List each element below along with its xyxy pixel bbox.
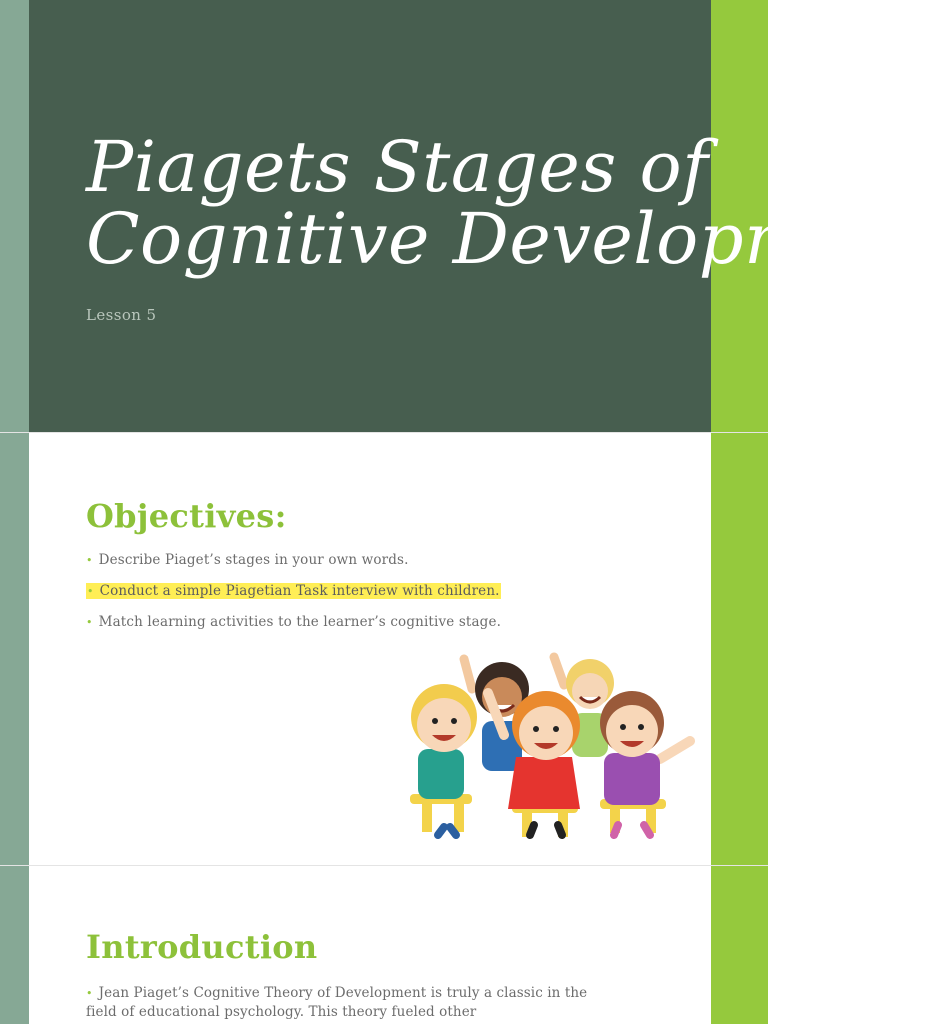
objectives-list: [86, 551, 501, 644]
right-accent-bar: [711, 866, 768, 1024]
child-front-right: [600, 691, 690, 835]
bullet-dot-icon: •: [87, 585, 94, 598]
title-slide: [0, 0, 927, 432]
bullet-dot-icon: •: [86, 616, 93, 629]
slide-title-line-2: Cognitive Development: [86, 198, 927, 280]
objective-text: Match learning activities to the learner’s cognitive stage.: [98, 614, 502, 630]
slide-title-line-1: Piagets Stages of: [86, 126, 709, 208]
introduction-slide: [0, 866, 768, 1024]
list-item: [86, 582, 501, 601]
list-item: [86, 551, 501, 570]
objective-text: Describe Piaget’s stages in your own words.: [98, 552, 409, 568]
introduction-text: Jean Piaget’s Cognitive Theory of Development is truly a classic in the field of educational psychology. This theory fueled other: [86, 985, 588, 1020]
introduction-paragraph: [86, 984, 606, 1021]
bullet-dot-icon: •: [86, 554, 93, 567]
introduction-heading: Introduction: [86, 928, 318, 966]
list-item: [86, 613, 501, 632]
objectives-heading: Objectives:: [86, 497, 287, 535]
right-accent-bar: [711, 433, 768, 865]
objective-text-highlighted: Conduct a simple Piagetian Task interview with children.: [99, 583, 500, 599]
left-accent-bar: [0, 433, 29, 865]
children-illustration: [404, 649, 696, 839]
child-front-left: [410, 684, 477, 835]
bullet-dot-icon: •: [86, 987, 93, 1000]
slide-subtitle: Lesson 5: [86, 306, 157, 324]
left-accent-bar: [0, 0, 29, 432]
objectives-slide: [0, 433, 768, 865]
left-accent-bar: [0, 866, 29, 1024]
